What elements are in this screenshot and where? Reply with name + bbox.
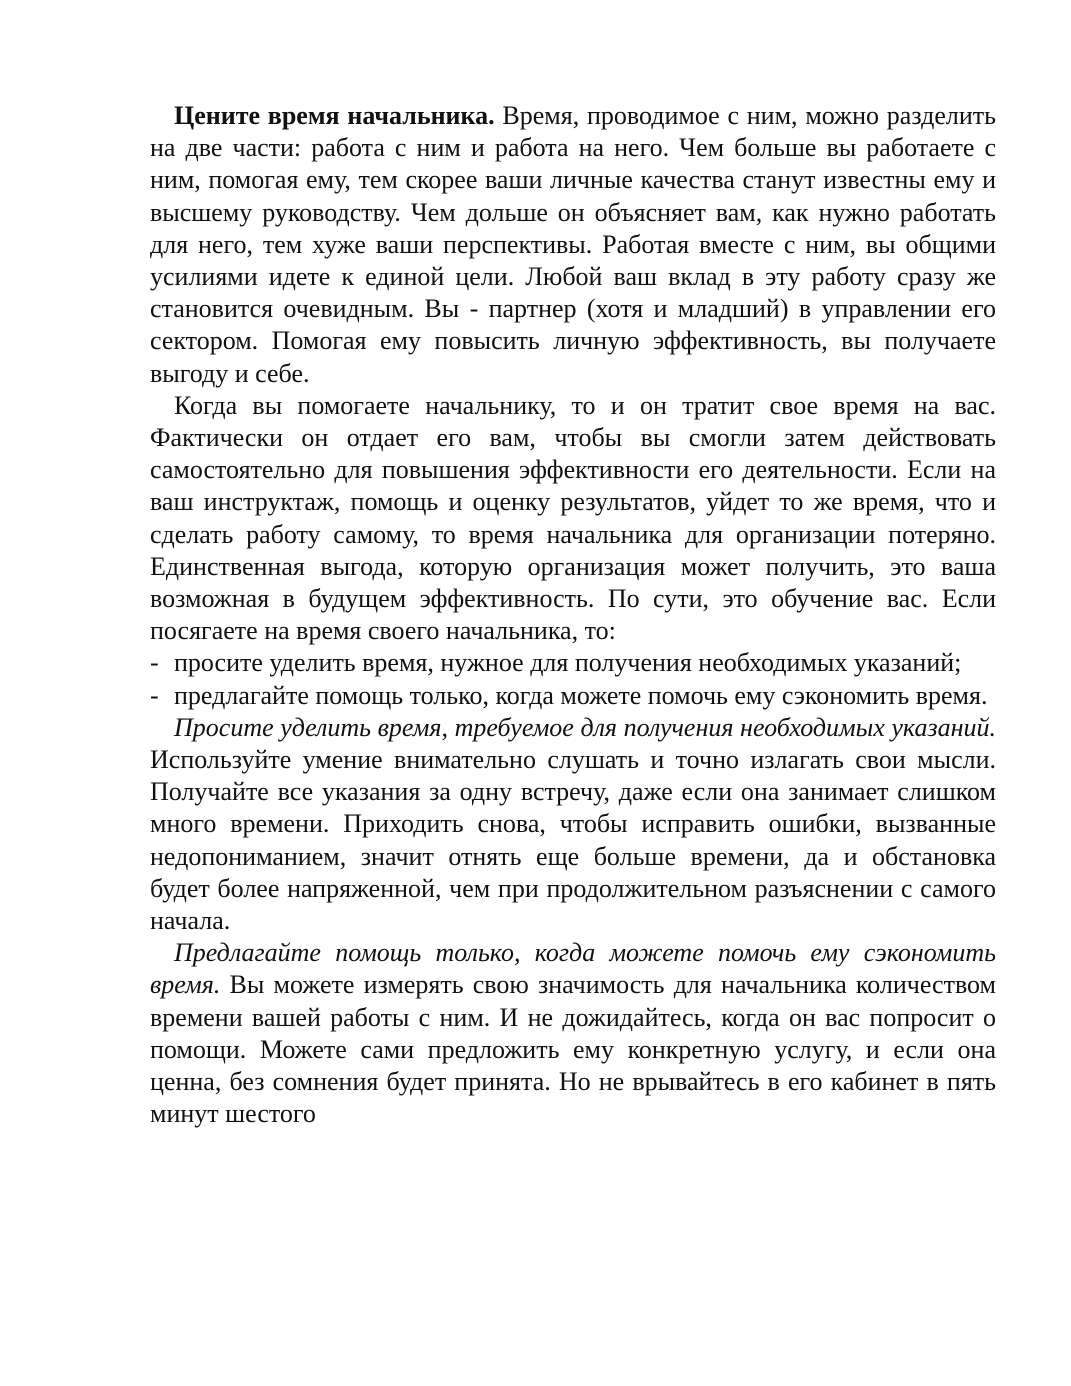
list-item-text: просите уделить время, нужное для получения необходимых указаний; xyxy=(174,648,962,678)
paragraph-text: Вы можете измерять свою значимость для начальника количеством времени вашей работы с ним. И не дожидайтесь, когда он вас попросит о помощи. Можете сами предложить ему конкретную услугу, и если она ценна, без сомнения будет принята. Но не врывайтесь в его кабинет в пять минут шестого xyxy=(150,970,996,1129)
advice-list xyxy=(150,647,996,711)
list-dash: - xyxy=(150,648,159,678)
list-dash: - xyxy=(150,680,159,710)
paragraph-offer-help xyxy=(150,937,996,1130)
paragraph-text: Используйте умение внимательно слушать и точно излагать свои мысли. Получайте все указания за одну встречу, даже если она занимает слишком много времени. Приходить снова, чтобы исправить ошибки, вызванные недопониманием, значит отнять еще больше времени, да и обстановка будет более напряженной, чем при продолжительном разъяснении с самого начала. xyxy=(150,745,996,936)
section-lead-italic: Предлагайте помощь только, когда можете помочь ему сэкономить время. xyxy=(150,938,996,1000)
paragraph-lead-bold: Цените время начальника. xyxy=(174,101,495,130)
list-item xyxy=(150,647,996,679)
list-item-text: предлагайте помощь только, когда можете помочь ему сэкономить время. xyxy=(174,680,988,710)
section-lead-italic: Просите уделить время, требуемое для получения необходимых указаний. xyxy=(174,712,996,742)
document-page xyxy=(150,100,996,1131)
paragraph-text: Время, проводимое с ним, можно разделить на две части: работа с ним и работа на него. Чем больше вы работаете с ним, помогая ему, тем скорее ваши личные качества станут известны ему и высшему руководству. Чем дольше он объясняет вам, как нужно работать для него, тем хуже ваши перспективы. Работая вместе с ним, вы общими усилиями идете к единой цели. Любой ваш вклад в эту работу сразу же становится очевидным. Вы - партнер (хотя и младший) в управлении его сектором. Помогая ему повысить личную эффективность, вы получаете выгоду и себе. xyxy=(150,101,996,388)
paragraph-boss-time xyxy=(150,100,996,390)
paragraph-text: Когда вы помогаете начальнику, то и он тратит свое время на вас. Фактически он отдает его вам, чтобы вы смогли затем действовать самостоятельно для повышения эффективности его деятельности. Если на ваш инструктаж, помощь и оценку результатов, уйдет то же время, что и сделать работу самому, то время начальника для организации потеряно. Единственная выгода, которую организация может получить, это ваша возможная в будущем эффективность. По сути, это обучение вас. Если посягаете на время своего начальника, то: xyxy=(150,390,996,646)
paragraph-ask-instructions xyxy=(150,712,996,937)
list-item xyxy=(150,680,996,712)
paragraph-helping-boss xyxy=(150,390,996,648)
